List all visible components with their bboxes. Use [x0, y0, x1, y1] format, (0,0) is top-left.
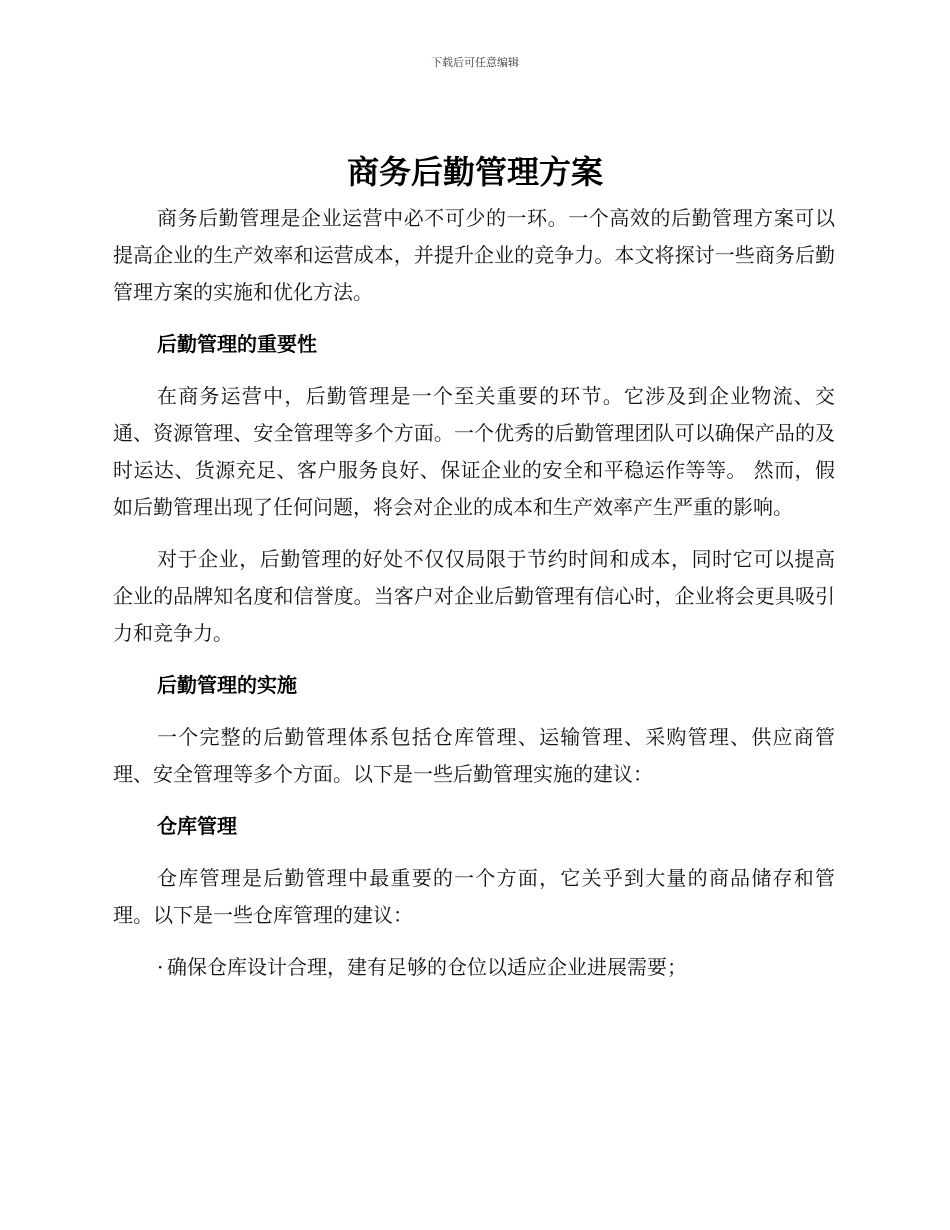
- section-heading-warehouse: 仓库管理: [157, 814, 237, 838]
- section-heading-implementation: 后勤管理的实施: [157, 673, 297, 697]
- document-title: 商务后勤管理方案: [346, 153, 603, 191]
- warehouse-bullet-item: [157, 949, 835, 986]
- importance-paragraph-2: 对于企业，后勤管理的好处不仅仅局限于节约时间和成本，同时它可以提高企业的品牌知名度和信誉度。当客户对企业后勤管理有信心时，企业将会更具吸引力和竞争力。: [113, 547, 835, 645]
- intro-paragraph: 商务后勤管理是企业运营中必不可少的一环。一个高效的后勤管理方案可以提高企业的生产效率和运营成本，并提升企业的竞争力。本文将探讨一些商务后勤管理方案的实施和优化方法。: [113, 206, 835, 304]
- warehouse-paragraph: 仓库管理是后勤管理中最重要的一个方面，它关乎到大量的商品储存和管理。以下是一些仓库管理的建议：: [113, 866, 835, 927]
- bullet-mark: ·: [157, 955, 164, 979]
- implementation-paragraph: 一个完整的后勤管理体系包括仓库管理、运输管理、采购管理、供应商管理、安全管理等多个方面。以下是一些后勤管理实施的建议：: [113, 725, 835, 786]
- section-heading-importance: 后勤管理的重要性: [157, 332, 317, 356]
- document-body: [113, 200, 835, 1001]
- header-note: 下载后可任意编辑: [431, 56, 519, 69]
- bullet-text: 确保仓库设计合理，建有足够的仓位以适应企业进展需要；: [167, 955, 687, 979]
- importance-paragraph-1: 在商务运营中，后勤管理是一个至关重要的环节。它涉及到企业物流、交通、资源管理、安全管理等多个方面。一个优秀的后勤管理团队可以确保产品的及时运达、货源充足、客户服务良好、保证企业的安全和平稳运作等等。 然而，假如后勤管理出现了任何问题，将会对企业的成本和生产效率产生严重的影响。: [113, 384, 835, 519]
